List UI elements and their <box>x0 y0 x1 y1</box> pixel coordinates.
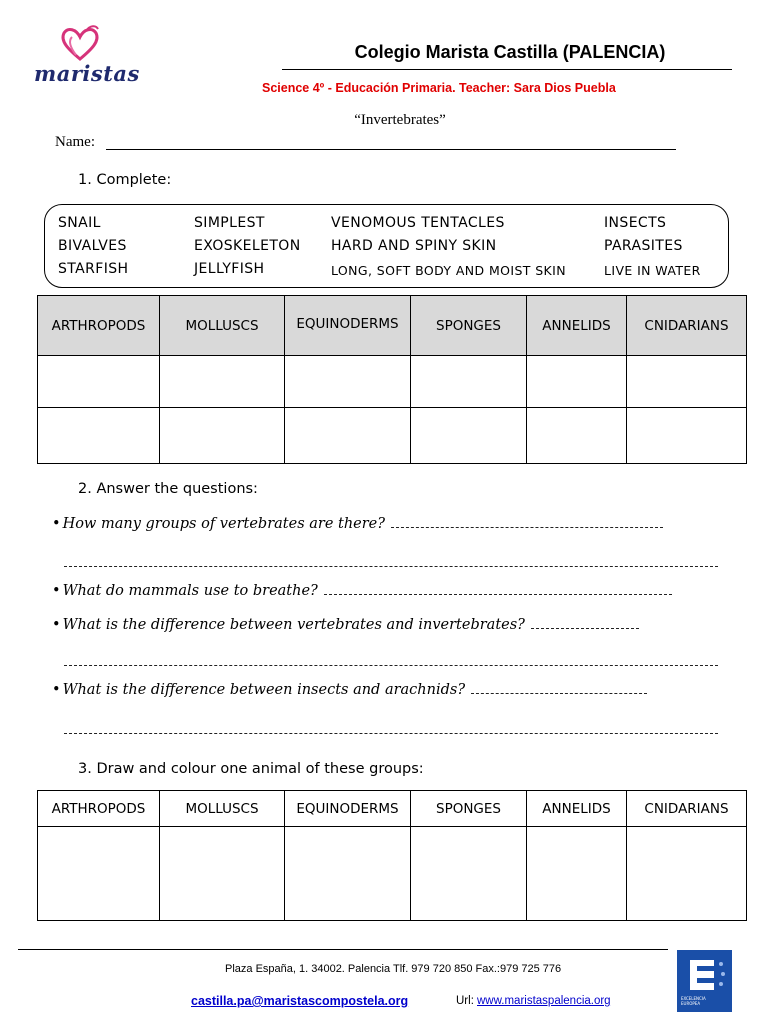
answer-cell[interactable] <box>38 408 160 464</box>
question-3 <box>52 617 732 633</box>
word-bank-item: BIVALVES <box>58 238 127 254</box>
answer-cell[interactable] <box>627 408 747 464</box>
document-title: “Invertebrates” <box>354 112 446 128</box>
answer-line[interactable] <box>531 628 639 629</box>
answer-cell[interactable] <box>411 408 527 464</box>
column-header: SPONGES <box>411 791 527 827</box>
word-bank-item: STARFISH <box>58 261 129 277</box>
section-1-title: 1. Complete: <box>78 172 172 188</box>
word-bank-item: SIMPLEST <box>194 215 265 231</box>
name-field[interactable] <box>106 149 676 150</box>
drawing-cell[interactable] <box>160 827 285 921</box>
question-2 <box>52 583 732 599</box>
table-row <box>38 408 747 464</box>
column-header: EQUINODERMS <box>285 791 411 827</box>
answer-line[interactable] <box>324 594 672 595</box>
drawing-cell[interactable] <box>627 827 747 921</box>
drawing-cell[interactable] <box>411 827 527 921</box>
url-label: Url: <box>456 995 474 1007</box>
table-header-row <box>38 296 747 356</box>
column-header: ARTHROPODS <box>38 296 160 356</box>
column-header: SPONGES <box>411 296 527 356</box>
word-bank-item: INSECTS <box>604 215 667 231</box>
section-2-title: 2. Answer the questions: <box>78 481 258 497</box>
subtitle: Science 4º - Educación Primaria. Teacher: Sara Dios Puebla <box>262 81 616 95</box>
bullet-icon: • <box>52 583 61 599</box>
heart-logo-icon <box>50 25 120 65</box>
question-text: How many groups of vertebrates are there? <box>62 516 386 532</box>
answer-line[interactable] <box>64 733 718 734</box>
answer-line[interactable] <box>64 665 718 666</box>
answer-cell[interactable] <box>285 356 411 408</box>
column-header: CNIDARIANS <box>627 296 747 356</box>
answer-cell[interactable] <box>285 408 411 464</box>
answer-cell[interactable] <box>160 356 285 408</box>
word-bank-item: PARASITES <box>604 238 683 254</box>
answer-line[interactable] <box>471 693 647 694</box>
name-label: Name: <box>55 134 95 150</box>
word-bank-item: HARD AND SPINY SKIN <box>331 238 497 254</box>
footer-divider <box>18 949 668 950</box>
question-1 <box>52 516 732 532</box>
word-bank-item: EXOSKELETON <box>194 238 301 254</box>
email-link[interactable]: castilla.pa@maristascompostela.org <box>191 994 409 1008</box>
column-header: ANNELIDS <box>527 296 627 356</box>
answer-line[interactable] <box>64 566 718 567</box>
excellence-badge <box>677 950 732 1012</box>
maristas-logo <box>30 25 140 86</box>
question-text: What is the difference between vertebrates and invertebrates? <box>62 617 525 633</box>
column-header: ARTHROPODS <box>38 791 160 827</box>
table-header-row <box>38 791 747 827</box>
answer-cell[interactable] <box>411 356 527 408</box>
answer-cell[interactable] <box>627 356 747 408</box>
school-name: Colegio Marista Castilla (PALENCIA) <box>354 42 666 62</box>
column-header: EQUINODERMS <box>285 296 411 356</box>
header-divider <box>282 69 732 70</box>
column-header: MOLLUSCS <box>160 791 285 827</box>
word-bank-item: SNAIL <box>58 215 101 231</box>
drawing-cell[interactable] <box>38 827 160 921</box>
table-row <box>38 356 747 408</box>
table-row <box>38 827 747 921</box>
bullet-icon: • <box>52 617 61 633</box>
bullet-icon: • <box>52 516 61 532</box>
answer-cell[interactable] <box>160 408 285 464</box>
question-text: What is the difference between insects and arachnids? <box>62 682 466 698</box>
word-bank-item: JELLYFISH <box>194 261 265 277</box>
footer-address: Plaza España, 1. 34002. Palencia Tlf. 979 720 850 Fax.:979 725 776 <box>225 963 562 975</box>
word-bank-item: LIVE IN WATER <box>604 263 701 278</box>
answer-cell[interactable] <box>527 408 627 464</box>
answer-cell[interactable] <box>527 356 627 408</box>
website-link[interactable]: www.maristaspalencia.org <box>477 995 611 1007</box>
word-bank-item: LONG, SOFT BODY AND MOIST SKIN <box>331 263 566 278</box>
question-text: What do mammals use to breathe? <box>62 583 318 599</box>
drawing-cell[interactable] <box>527 827 627 921</box>
question-4 <box>52 682 732 698</box>
column-header: ANNELIDS <box>527 791 627 827</box>
answer-line[interactable] <box>391 527 663 528</box>
answer-cell[interactable] <box>38 356 160 408</box>
column-header: MOLLUSCS <box>160 296 285 356</box>
drawing-table <box>37 790 747 921</box>
bullet-icon: • <box>52 682 61 698</box>
drawing-cell[interactable] <box>285 827 411 921</box>
badge-caption: EXCELENCIA EUROPEA <box>681 996 706 1006</box>
logo-text: maristas <box>34 61 140 86</box>
column-header: CNIDARIANS <box>627 791 747 827</box>
word-bank <box>44 204 729 288</box>
section-3-title: 3. Draw and colour one animal of these groups: <box>78 761 424 777</box>
classification-table <box>37 295 747 464</box>
word-bank-item: VENOMOUS TENTACLES <box>331 215 505 231</box>
